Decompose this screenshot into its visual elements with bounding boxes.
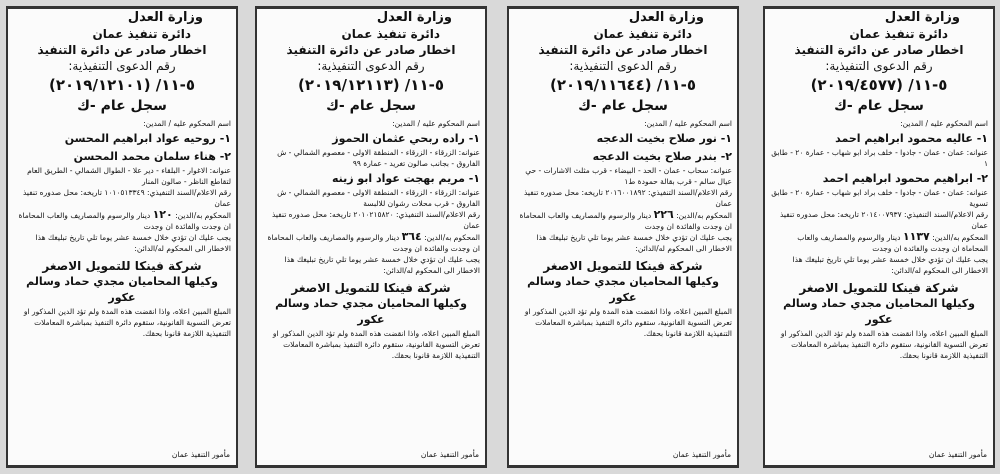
signature: مأمور التنفيذ عمان — [420, 450, 479, 459]
creditor-company: شركة فينكا للتمويل الاصغر — [291, 281, 451, 295]
amount-line — [770, 231, 988, 254]
party-2-name: ٢- ابراهيم محمود ابراهيم احمد — [822, 172, 988, 185]
border-top — [509, 6, 737, 9]
closing-text: المبلغ المبين اعلاه، واذا انقضت هذه المدة ولم تؤد الدين المذكور او تعرض التسوية القانونية، ستقوم دائرة التنفيذ بمباشرة المعاملات التنفيذية اللازمة قانونا بحقك. — [524, 307, 732, 338]
creditor-company: شركة فينكا للتمويل الاصغر — [799, 281, 959, 295]
case-label: رقم الدعوى التنفيذية: — [825, 59, 933, 73]
party-2-address: عنوانه: عمان - عمان - جادوا - خلف براد ابو شهاب - عمارة ٢٠ - طابق تسوية — [771, 188, 988, 208]
signature: مأمور التنفيذ عمان — [928, 450, 987, 459]
case-label: رقم الدعوى التنفيذية: — [569, 59, 677, 73]
ministry-title: وزارة العدل — [628, 10, 704, 25]
amount-prefix: المحكوم به/الدين: — [932, 233, 988, 242]
party-1-name: ١- روحيه عواد ابراهيم المحسن — [64, 132, 231, 145]
amount-line — [262, 231, 480, 254]
judgment-label: اسم المحكوم عليه / المدين: — [644, 119, 732, 128]
notice-header: اخطار صادر عن دائرة التنفيذ — [37, 43, 207, 57]
register-label: سجل عام -ك — [326, 98, 416, 114]
ministry-title: وزارة العدل — [884, 10, 960, 25]
party-2-address: عنوانه: الزرقاء - الزرقاء - المنطقة الاولى - معصوم الشمالي - ش الفاروق - قرب محلات رشوان للالبسة — [277, 188, 480, 208]
ministry-title: وزارة العدل — [376, 10, 452, 25]
amount-rest: دينار والرسوم والمصاريف والعاب المحاماة ان وجدت والفائدة ان وجدت — [267, 233, 480, 253]
border-top — [8, 6, 236, 9]
case-number: ٥-١١/ (٢٠١٩/٤٥٧٧) — [810, 76, 948, 94]
signature: مأمور التنفيذ عمان — [672, 450, 731, 459]
amount-value: ١٢٠ — [152, 208, 173, 221]
payment-notice: يجب عليك ان تؤدي خلال خمسة عشر يوما تلي تاريخ تبليغك هذا الاخطار الى المحكوم له/الدائن: — [284, 255, 480, 275]
amount-line — [514, 209, 732, 232]
amount-rest: دينار والرسوم والمصاريف والعاب المحاماة ان وجدت والفائدة ان وجدت — [18, 211, 231, 231]
notice-header: اخطار صادر عن دائرة التنفيذ — [794, 43, 964, 57]
border-top — [257, 6, 485, 9]
creditor-lawyers: وكيلها المحاميان مجدي حماد وسالم عكور — [783, 297, 975, 326]
document-info: رقم الاعلام/السند التنفيذي: ٢٠١٠٢١٥٨٢٠ تاريخه: محل صدوره تنفيذ عمان — [271, 210, 480, 230]
judgment-label: اسم المحكوم عليه / المدين: — [143, 119, 231, 128]
register-label: سجل عام -ك — [77, 98, 167, 114]
border-bottom — [509, 465, 737, 468]
case-number: ٥-١١/ (٢٠١٩/١١٦٤٤) — [549, 76, 696, 94]
payment-notice: يجب عليك ان تؤدي خلال خمسة عشر يوما تلي تاريخ تبليغك هذا الاخطار الى المحكوم له/الدائن: — [792, 255, 988, 275]
notice-header: اخطار صادر عن دائرة التنفيذ — [538, 43, 708, 57]
amount-value: ٣٦٤ — [401, 230, 422, 243]
party-2-name: ٢- بندر صلاح بخيت الدعجه — [592, 150, 732, 163]
party-1-name: ١- نور صلاح بخيت الدعجه — [596, 132, 732, 145]
border-bottom — [765, 465, 993, 468]
document-info: رقم الاعلام/السند التنفيذي: ١٠١٠٥١٣٣٤٩ تاريخه: محل صدوره تنفيذ عمان — [22, 188, 231, 208]
signature: مأمور التنفيذ عمان — [171, 450, 230, 459]
case-number: ٥-١١/ (٢٠١٩/١٢١١٣) — [297, 76, 444, 94]
department-title: دائرة تنفيذ عمان — [341, 27, 440, 41]
payment-notice: يجب عليك ان تؤدي خلال خمسة عشر يوما تلي تاريخ تبليغك هذا الاخطار الى المحكوم له/الدائن: — [35, 233, 231, 253]
amount-rest: دينار والرسوم والمصاريف والعاب المحاماة ان وجدت والفائدة ان وجدت — [519, 211, 732, 231]
amount-prefix: المحكوم به/الدين: — [424, 233, 480, 242]
party-1-address: عنوانه: الزرقاء - الزرقاء - المنطقة الاولى - معصوم الشمالي - ش الفاروق - بجانب صالون تغريد - عمارة ٩٩ — [277, 148, 480, 168]
register-label: سجل عام -ك — [578, 98, 668, 114]
creditor-lawyers: وكيلها المحاميان مجدي حماد وسالم عكور — [26, 275, 218, 304]
party-2-name: ٢- هناء سلمان محمد المحسن — [73, 150, 231, 163]
case-label: رقم الدعوى التنفيذية: — [68, 59, 176, 73]
border-bottom — [8, 465, 236, 468]
amount-prefix: المحكوم به/الدين: — [676, 211, 732, 220]
judgment-label: اسم المحكوم عليه / المدين: — [900, 119, 988, 128]
border-bottom — [257, 465, 485, 468]
document-info: رقم الاعلام/السند التنفيذي: ٢٠١٦٠٠١٨٩٢ تاريخه: محل صدوره تنفيذ عمان — [523, 188, 732, 208]
notice-4577 — [763, 6, 995, 468]
register-label: سجل عام -ك — [834, 98, 924, 114]
creditor-lawyers: وكيلها المحاميان مجدي حماد وسالم عكور — [527, 275, 719, 304]
payment-notice: يجب عليك ان تؤدي خلال خمسة عشر يوما تلي تاريخ تبليغك هذا الاخطار الى المحكوم له/الدائن: — [536, 233, 732, 253]
creditor-company: شركة فينكا للتمويل الاصغر — [42, 259, 202, 273]
party-2-address: عنوانه: الاغوار - البلقاء - دير علا - الطوال الشمالي - الطريق العام لتقاطع الناظر - صالون المنار — [27, 166, 231, 186]
creditor-lawyers: وكيلها المحاميان مجدي حماد وسالم عكور — [275, 297, 467, 326]
party-1-address: عنوانه: عمان - عمان - جادوا - خلف براد ابو شهاب - عمارة ٢٠ - طابق ١ — [771, 148, 988, 168]
judgment-label: اسم المحكوم عليه / المدين: — [392, 119, 480, 128]
notice-11644 — [507, 6, 739, 468]
document-info: رقم الاعلام/السند التنفيذي: ٢٠١٤٠٠٧٩٣٧ تاريخه: محل صدوره تنفيذ عمان — [779, 210, 988, 230]
notice-header: اخطار صادر عن دائرة التنفيذ — [286, 43, 456, 57]
party-1-name: ١- عاليه محمود ابراهيم احمد — [835, 132, 988, 145]
party-1-name: ١- راده ربحي عثمان الحموز — [332, 132, 480, 145]
party-2-name: ١- مريم بهجت عواد ابو زينه — [331, 172, 480, 185]
closing-text: المبلغ المبين اعلاه، واذا انقضت هذه المدة ولم تؤد الدين المذكور او تعرض التسوية القانونية، ستقوم دائرة التنفيذ بمباشرة المعاملات التنفيذية اللازمة قانونا بحقك. — [272, 329, 480, 360]
amount-prefix: المحكوم به/الدين: — [175, 211, 231, 220]
amount-value: ٢٢٦ — [653, 208, 674, 221]
closing-text: المبلغ المبين اعلاه، واذا انقضت هذه المدة ولم تؤد الدين المذكور او تعرض التسوية القانونية، ستقوم دائرة التنفيذ بمباشرة المعاملات التنفيذية اللازمة قانونا بحقك. — [780, 329, 988, 360]
notice-12113 — [255, 6, 487, 468]
border-top — [765, 6, 993, 9]
department-title: دائرة تنفيذ عمان — [849, 27, 948, 41]
department-title: دائرة تنفيذ عمان — [593, 27, 692, 41]
closing-text: المبلغ المبين اعلاه، واذا انقضت هذه المدة ولم تؤد الدين المذكور او تعرض التسوية القانونية، ستقوم دائرة التنفيذ بمباشرة المعاملات التنفيذية اللازمة قانونا بحقك. — [23, 307, 231, 338]
creditor-company: شركة فينكا للتمويل الاصغر — [543, 259, 703, 273]
amount-rest: دينار والرسوم والمصاريف والعاب المحاماة ان وجدت والفائدة ان وجدت — [797, 233, 988, 253]
department-title: دائرة تنفيذ عمان — [92, 27, 191, 41]
case-label: رقم الدعوى التنفيذية: — [317, 59, 425, 73]
amount-line — [13, 209, 231, 232]
ministry-title: وزارة العدل — [127, 10, 203, 25]
amount-value: ١١٣٧ — [902, 230, 930, 243]
party-2-address: عنوانه: سحاب - عمان - الحد - البيضاء - قرب مثلث الاشارات - حي عيال سالم - قرب بقالة حمودة ط١ — [525, 166, 732, 186]
notice-12101 — [6, 6, 238, 468]
case-number: ٥-١١/ (٢٠١٩/١٢١٠١) — [48, 76, 195, 94]
